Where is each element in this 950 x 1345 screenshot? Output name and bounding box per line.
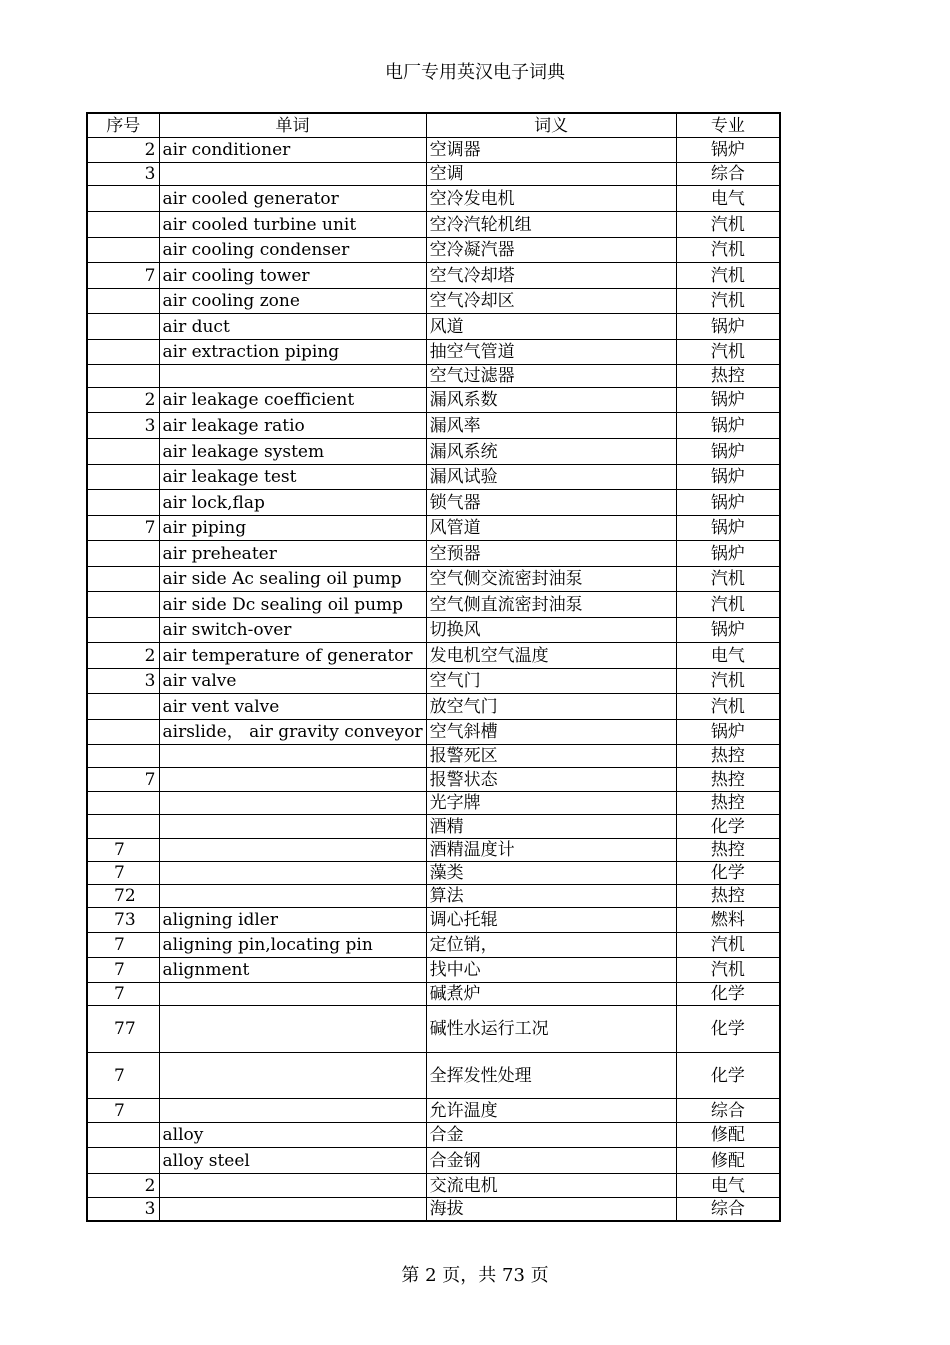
row-number: 3 (87, 413, 159, 439)
row-meaning: 漏风率 (426, 413, 676, 439)
row-word: air preheater (159, 541, 426, 567)
row-word: alignment (159, 958, 426, 983)
row-number: 2 (87, 643, 159, 669)
row-word: air side Ac sealing oil pump (159, 567, 426, 592)
row-category: 热控 (676, 885, 780, 908)
row-word: air extraction piping (159, 340, 426, 365)
row-category: 电气 (676, 643, 780, 669)
row-meaning: 酒精 (426, 815, 676, 839)
row-number (87, 490, 159, 516)
table-row (87, 983, 780, 1006)
row-category: 汽机 (676, 289, 780, 314)
row-word (159, 862, 426, 885)
row-category: 热控 (676, 365, 780, 388)
row-word: airslide， air gravity conveyor (159, 720, 426, 745)
table-row (87, 138, 780, 163)
row-meaning: 定位销， (426, 933, 676, 958)
row-word (159, 983, 426, 1006)
row-category: 汽机 (676, 263, 780, 289)
row-meaning: 合金钢 (426, 1148, 676, 1174)
row-category: 汽机 (676, 340, 780, 365)
row-category: 综合 (676, 1099, 780, 1123)
row-number: 3 (87, 1198, 159, 1221)
row-number: 7 (87, 983, 159, 1006)
row-meaning: 酒精温度计 (426, 839, 676, 862)
row-meaning: 空气冷却塔 (426, 263, 676, 289)
table-row (87, 958, 780, 983)
row-meaning: 算法 (426, 885, 676, 908)
row-category: 化学 (676, 862, 780, 885)
row-meaning: 允许温度 (426, 1099, 676, 1123)
row-word: air switch-over (159, 618, 426, 643)
row-word: aligning pin,locating pin (159, 933, 426, 958)
row-meaning: 漏风试验 (426, 465, 676, 490)
row-word: air leakage test (159, 465, 426, 490)
table-row (87, 1174, 780, 1198)
row-category: 汽机 (676, 669, 780, 694)
row-category: 综合 (676, 1198, 780, 1221)
table-row (87, 1123, 780, 1148)
row-meaning: 空气斜槽 (426, 720, 676, 745)
row-word: air cooling zone (159, 289, 426, 314)
row-number: 72 (87, 885, 159, 908)
row-number: 73 (87, 908, 159, 933)
dictionary-table (86, 112, 781, 1222)
row-word: air valve (159, 669, 426, 694)
row-category: 锅炉 (676, 465, 780, 490)
table-row (87, 618, 780, 643)
row-category: 热控 (676, 768, 780, 792)
row-category: 综合 (676, 163, 780, 186)
row-category: 电气 (676, 186, 780, 212)
table-header-row (87, 113, 780, 138)
row-category: 汽机 (676, 958, 780, 983)
row-meaning: 报警死区 (426, 745, 676, 768)
table-row (87, 815, 780, 839)
row-word: air lock,flap (159, 490, 426, 516)
table-row (87, 933, 780, 958)
row-meaning: 空调 (426, 163, 676, 186)
row-word (159, 1099, 426, 1123)
row-number: 7 (87, 958, 159, 983)
row-category: 锅炉 (676, 413, 780, 439)
table-body (87, 138, 780, 1221)
row-category: 锅炉 (676, 439, 780, 465)
row-meaning: 发电机空气温度 (426, 643, 676, 669)
table-row (87, 388, 780, 413)
row-category: 汽机 (676, 592, 780, 618)
row-meaning: 调心托辊 (426, 908, 676, 933)
table-row (87, 238, 780, 263)
table-row (87, 592, 780, 618)
row-number (87, 541, 159, 567)
row-word (159, 745, 426, 768)
row-word (159, 815, 426, 839)
row-word: air vent valve (159, 694, 426, 720)
row-word: air leakage coefficient (159, 388, 426, 413)
row-category: 热控 (676, 792, 780, 815)
row-category: 锅炉 (676, 138, 780, 163)
table-row (87, 163, 780, 186)
row-word: alloy (159, 1123, 426, 1148)
row-category: 锅炉 (676, 516, 780, 541)
row-word: aligning idler (159, 908, 426, 933)
row-meaning: 空冷发电机 (426, 186, 676, 212)
page-title: 电厂专用英汉电子词典 (385, 62, 565, 83)
row-word: air leakage ratio (159, 413, 426, 439)
table-row (87, 839, 780, 862)
table-row (87, 1148, 780, 1174)
row-word: air leakage system (159, 439, 426, 465)
row-number (87, 592, 159, 618)
row-meaning: 找中心 (426, 958, 676, 983)
row-category: 锅炉 (676, 720, 780, 745)
table-row (87, 1198, 780, 1221)
row-number (87, 1148, 159, 1174)
row-category: 修配 (676, 1123, 780, 1148)
row-category: 电气 (676, 1174, 780, 1198)
row-number (87, 694, 159, 720)
table-row (87, 365, 780, 388)
row-number (87, 186, 159, 212)
table-row (87, 289, 780, 314)
table-row (87, 1006, 780, 1053)
row-word: air cooling condenser (159, 238, 426, 263)
row-word (159, 1198, 426, 1221)
table-row (87, 908, 780, 933)
row-meaning: 交流电机 (426, 1174, 676, 1198)
row-category: 汽机 (676, 212, 780, 238)
row-meaning: 空气侧直流密封油泵 (426, 592, 676, 618)
row-number (87, 1123, 159, 1148)
row-meaning: 藻类 (426, 862, 676, 885)
table-row (87, 862, 780, 885)
table-row (87, 1053, 780, 1099)
row-number: 7 (87, 516, 159, 541)
row-meaning: 锁气器 (426, 490, 676, 516)
row-category: 燃料 (676, 908, 780, 933)
row-category: 锅炉 (676, 314, 780, 340)
row-word: air duct (159, 314, 426, 340)
row-meaning: 空预器 (426, 541, 676, 567)
row-number (87, 720, 159, 745)
row-meaning: 碱性水运行工况 (426, 1006, 676, 1053)
row-number: 77 (87, 1006, 159, 1053)
row-word (159, 1174, 426, 1198)
row-word: air cooled generator (159, 186, 426, 212)
row-meaning: 空气门 (426, 669, 676, 694)
table-row (87, 263, 780, 289)
table-row (87, 643, 780, 669)
row-meaning: 抽空气管道 (426, 340, 676, 365)
table-row (87, 541, 780, 567)
row-category: 化学 (676, 1006, 780, 1053)
table-row (87, 212, 780, 238)
row-word (159, 1053, 426, 1099)
row-number (87, 567, 159, 592)
row-number (87, 815, 159, 839)
row-number: 2 (87, 388, 159, 413)
table-row (87, 413, 780, 439)
table-row (87, 720, 780, 745)
row-number (87, 465, 159, 490)
table-row (87, 465, 780, 490)
row-number (87, 212, 159, 238)
row-meaning: 空气冷却区 (426, 289, 676, 314)
row-category: 汽机 (676, 694, 780, 720)
row-number (87, 340, 159, 365)
row-word (159, 792, 426, 815)
row-meaning: 空调器 (426, 138, 676, 163)
row-category: 化学 (676, 1053, 780, 1099)
table-row (87, 567, 780, 592)
row-category: 化学 (676, 815, 780, 839)
row-number: 7 (87, 1053, 159, 1099)
row-number: 3 (87, 163, 159, 186)
row-meaning: 空冷凝汽器 (426, 238, 676, 263)
row-category: 热控 (676, 745, 780, 768)
table-row (87, 439, 780, 465)
row-meaning: 放空气门 (426, 694, 676, 720)
table-row (87, 669, 780, 694)
row-category: 锅炉 (676, 388, 780, 413)
row-word: air cooled turbine unit (159, 212, 426, 238)
row-number (87, 289, 159, 314)
row-meaning: 漏风系统 (426, 439, 676, 465)
table-row (87, 768, 780, 792)
row-number: 7 (87, 768, 159, 792)
row-word: air cooling tower (159, 263, 426, 289)
row-number: 2 (87, 138, 159, 163)
row-number: 3 (87, 669, 159, 694)
row-number (87, 618, 159, 643)
row-category: 汽机 (676, 238, 780, 263)
row-number (87, 314, 159, 340)
row-category: 锅炉 (676, 490, 780, 516)
row-meaning: 空冷汽轮机组 (426, 212, 676, 238)
table-row (87, 745, 780, 768)
row-word: air side Dc sealing oil pump (159, 592, 426, 618)
row-meaning: 空气侧交流密封油泵 (426, 567, 676, 592)
table-row (87, 516, 780, 541)
header-number: 序号 (87, 113, 159, 138)
row-word: air piping (159, 516, 426, 541)
row-word (159, 365, 426, 388)
row-word: alloy steel (159, 1148, 426, 1174)
header-word: 单词 (159, 113, 426, 138)
row-category: 汽机 (676, 933, 780, 958)
row-meaning: 全挥发性处理 (426, 1053, 676, 1099)
row-number: 7 (87, 263, 159, 289)
row-meaning: 切换风 (426, 618, 676, 643)
table-row (87, 694, 780, 720)
table-row (87, 1099, 780, 1123)
row-category: 热控 (676, 839, 780, 862)
row-number: 7 (87, 839, 159, 862)
row-category: 化学 (676, 983, 780, 1006)
row-word (159, 839, 426, 862)
row-number (87, 238, 159, 263)
row-number: 7 (87, 933, 159, 958)
table-row (87, 314, 780, 340)
table-row (87, 490, 780, 516)
row-category: 修配 (676, 1148, 780, 1174)
row-number: 7 (87, 862, 159, 885)
row-word: air conditioner (159, 138, 426, 163)
row-word (159, 1006, 426, 1053)
row-meaning: 碱煮炉 (426, 983, 676, 1006)
header-category: 专业 (676, 113, 780, 138)
row-meaning: 海拔 (426, 1198, 676, 1221)
row-number (87, 365, 159, 388)
row-meaning: 漏风系数 (426, 388, 676, 413)
table-row (87, 792, 780, 815)
row-meaning: 合金 (426, 1123, 676, 1148)
page-footer: 第 2 页，共 73 页 (401, 1265, 549, 1286)
row-number: 7 (87, 1099, 159, 1123)
row-category: 汽机 (676, 567, 780, 592)
row-meaning: 报警状态 (426, 768, 676, 792)
row-number: 2 (87, 1174, 159, 1198)
row-category: 锅炉 (676, 541, 780, 567)
row-word (159, 768, 426, 792)
table-row (87, 340, 780, 365)
table-row (87, 885, 780, 908)
row-meaning: 风管道 (426, 516, 676, 541)
row-number (87, 792, 159, 815)
row-word (159, 885, 426, 908)
row-meaning: 光字牌 (426, 792, 676, 815)
row-meaning: 空气过滤器 (426, 365, 676, 388)
row-word (159, 163, 426, 186)
table-row (87, 186, 780, 212)
row-meaning: 风道 (426, 314, 676, 340)
row-category: 锅炉 (676, 618, 780, 643)
row-number (87, 439, 159, 465)
header-meaning: 词义 (426, 113, 676, 138)
row-number (87, 745, 159, 768)
row-word: air temperature of generator (159, 643, 426, 669)
